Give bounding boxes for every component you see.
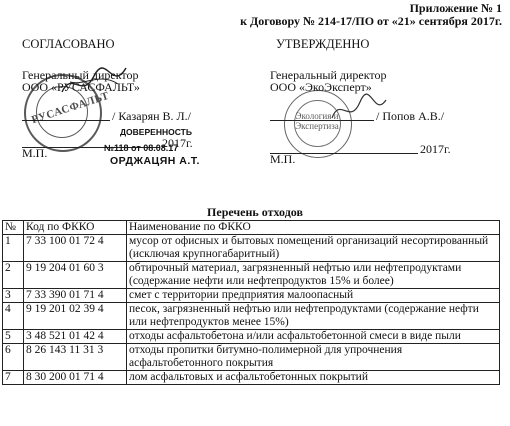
right-company-stamp: Экология и Экспертиза [284,90,352,158]
table-row [3,303,500,330]
right-organization: ООО «ЭкоЭксперт» [270,80,372,94]
left-position: Генеральный директор [22,68,139,82]
appendix-title: Приложение № 1 [409,1,502,15]
row-name: песок, загрязненный нефтью или нефтепродуктами (содержание нефти или нефтепродуктов менее 15%) [127,303,500,330]
right-position: Генеральный директор [270,68,387,82]
right-seal-label: М.П. [270,152,296,166]
row-code: 7 33 100 01 72 4 [24,235,127,262]
row-code: 9 19 204 01 60 3 [24,262,127,289]
header-code: Код по ФККО [24,221,127,235]
left-signatory: / Казарян В. Л./ [112,109,191,123]
table-header-row [3,221,500,235]
right-signatory: / Попов А.В./ [376,109,445,123]
waste-table [2,220,500,385]
row-name: обтирочный материал, загрязненный нефтью или нефтепродуктами (содержание нефти или нефтепродуктов 15% и более) [127,262,500,289]
row-number: 2 [3,262,24,289]
table-row [3,235,500,262]
table-row [3,371,500,385]
approved-label: УТВЕРЖДЕННО [276,37,370,51]
power-of-attorney-number: №118 от 08.08.17 [104,143,179,153]
row-number: 6 [3,344,24,371]
table-row [3,344,500,371]
row-name: мусор от офисных и бытовых помещений организаций несортированный (исключая крупногабаритный) [127,235,500,262]
left-year: 2017г. [162,136,193,150]
header-number: № [3,221,24,235]
row-code: 8 30 200 01 71 4 [24,371,127,385]
row-number: 5 [3,330,24,344]
right-year: 2017г. [420,142,451,156]
row-name: отходы асфальтобетона и/или асфальтобетонной смеси в виде пыли [127,330,500,344]
row-code: 3 48 521 01 42 4 [24,330,127,344]
row-number: 7 [3,371,24,385]
left-organization: ООО «РУСАСФАЛЬТ» [22,80,140,94]
header-name: Наименование по ФККО [127,221,500,235]
row-code: 7 33 390 01 71 4 [24,289,127,303]
table-row [3,330,500,344]
left-company-stamp: РУСАСФАЛЬТ [24,74,102,152]
power-of-attorney-label: ДОВЕРЕННОСТЬ [120,127,192,137]
row-code: 9 19 201 02 39 4 [24,303,127,330]
row-code: 8 26 143 11 31 3 [24,344,127,371]
left-signature-scribble [60,62,130,102]
row-number: 1 [3,235,24,262]
contract-reference: к Договору № 214-17/ПО от «21» сентября 2017г. [240,14,502,28]
right-signature-scribble [330,92,390,128]
table-row [3,289,500,303]
agreed-label: СОГЛАСОВАНО [22,37,115,51]
row-name: смет с территории предприятия малоопасный [127,289,500,303]
row-name: отходы пропитки битумно-полимерной для упрочнения асфальтобетонного покрытия [127,344,500,371]
row-number: 3 [3,289,24,303]
table-row [3,262,500,289]
left-seal-label: М.П. [22,146,48,160]
power-of-attorney-name: ОРДЖАЦЯН А.Т. [110,155,200,167]
row-number: 4 [3,303,24,330]
waste-list-title: Перечень отходов [207,205,303,219]
row-name: лом асфальтовых и асфальтобетонных покрытий [127,371,500,385]
